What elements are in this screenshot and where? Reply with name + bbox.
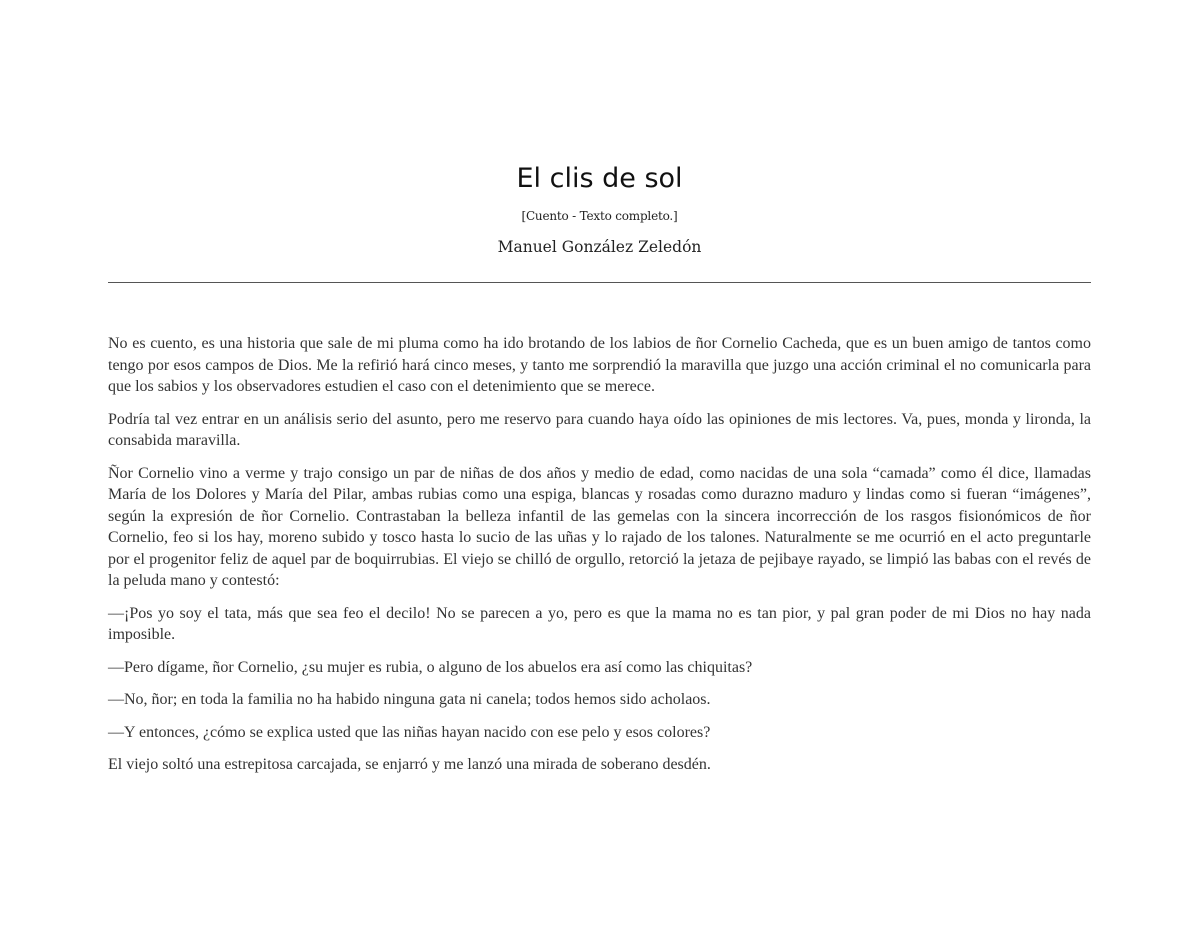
paragraph: El viejo soltó una estrepitosa carcajada, se enjarró y me lanzó una mirada de soberano desdén. [108, 756, 711, 773]
paragraph: —Y entonces, ¿cómo se explica usted que las niñas hayan nacido con ese pelo y esos colores? [108, 723, 711, 741]
document-page [108, 160, 1091, 787]
document-author: Manuel González Zeledón [497, 238, 702, 256]
title-divider [108, 282, 1091, 283]
paragraph: —Pero dígame, ñor Cornelio, ¿su mujer es rubia, o alguno de los abuelos era así como las chiquitas? [108, 658, 753, 676]
document-title: El clis de sol [516, 163, 683, 194]
paragraph: No es cuento, es una historia que sale de mi pluma como ha ido brotando de los labios de ñor Cornelio Cacheda, que es un buen amigo de tantos como tengo por esos campos de Dios. Me la refirió hará cinco meses, y tanto me sorprendió la maravilla que juzgo una acción criminal el no comunicarla para que los sabios y los observadores estudien el caso con el detenimiento que se merece. [108, 335, 1091, 395]
paragraph: —¡Pos yo soy el tata, más que sea feo el decilo! No se parecen a yo, pero es que la mama no es tan pior, y pal gran poder de mi Dios no hay nada imposible. [108, 604, 1091, 643]
document-subtitle: [Cuento - Texto completo.] [521, 209, 678, 223]
paragraph: —No, ñor; en toda la familia no ha habido ninguna gata ni canela; todos hemos sido acholaos. [108, 691, 711, 708]
story-body [108, 333, 1091, 776]
paragraph: Ñor Cornelio vino a verme y trajo consigo un par de niñas de dos años y medio de edad, como nacidas de una sola “camada” como él dice, llamadas María de los Dolores y María del Pilar, ambas rubias como una espiga, blancas y rosadas como durazno maduro y lindas como si fueran “imágenes”, según la expresión de ñor Cornelio. Contrastaban la belleza infantil de las gemelas con la sincera incorrección de los rasgos fisionómicos de ñor Cornelio, feo si los hay, moreno subido y tosco hasta lo sucio de las uñas y lo rajado de los talones. Naturalmente se me ocurrió en el acto preguntarle por el progenitor feliz de aquel par de boquirrubias. El viejo se chilló de orgullo, retorció la jetaza de pejibaye rayado, se limpió las babas con el revés de la peluda mano y contestó: [108, 464, 1091, 589]
paragraph: Podría tal vez entrar en un análisis serio del asunto, pero me reservo para cuando haya oído las opiniones de mis lectores. Va, pues, monda y lironda, la consabida maravilla. [108, 410, 1091, 449]
